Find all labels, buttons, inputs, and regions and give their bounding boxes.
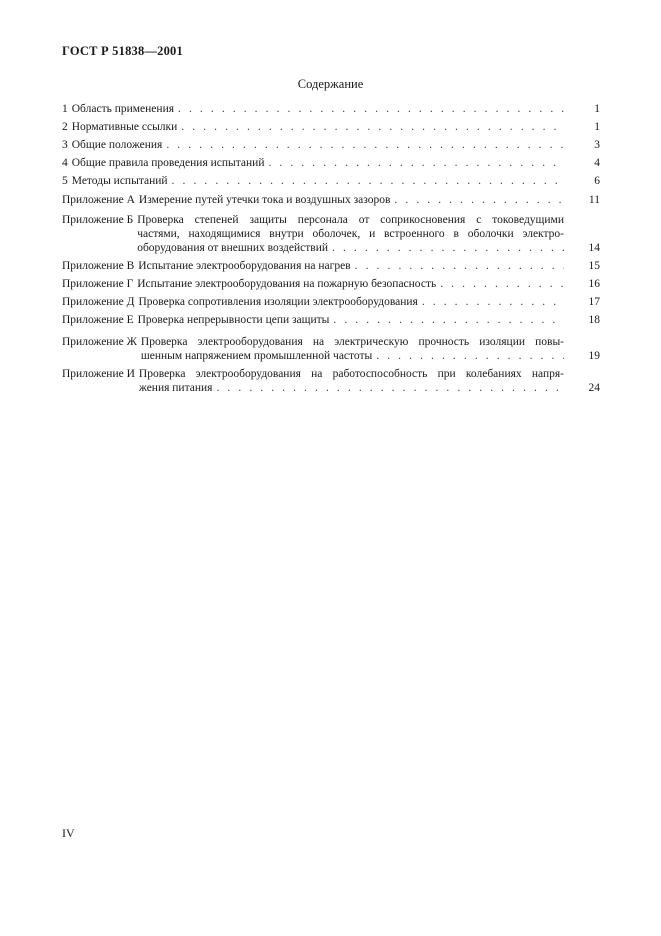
toc-entry-appendix-i[interactable]	[62, 367, 600, 395]
toc-entry-title-line: шенным напряжением промышленной частоты	[140, 350, 373, 362]
dot-leader	[418, 295, 564, 309]
toc-entry-appendix-a[interactable]	[62, 193, 600, 207]
dot-leader	[351, 259, 564, 273]
toc-entry-title: Общие правила проведения испытаний	[71, 157, 265, 169]
toc-entry-label: Приложение Д	[62, 296, 135, 308]
dot-leader	[177, 120, 564, 134]
toc-entry-label: Приложение Б	[62, 214, 134, 226]
toc-entry-appendix-v[interactable]	[62, 259, 600, 273]
toc-page-number: 18	[588, 314, 600, 326]
toc-entry-title-line: частями, находящимися внутри оболочек, и встроенного в оболочки электро-	[137, 228, 564, 240]
dot-leader	[372, 349, 564, 363]
toc-entry-label: Приложение В	[62, 260, 135, 272]
toc-entry-label: Приложение А	[62, 194, 135, 206]
toc-page-number: 11	[588, 194, 600, 206]
toc-page-number: 6	[594, 175, 600, 187]
toc-page-number: 4	[594, 157, 600, 169]
toc-page-number: 24	[588, 382, 600, 394]
toc-entry-label: Приложение Ж	[62, 336, 137, 348]
toc-entry-label: 3	[62, 139, 68, 151]
dot-leader	[264, 156, 564, 170]
toc-entry-title: Нормативные ссылки	[71, 121, 178, 133]
toc-entry-title: Методы испытаний	[71, 175, 168, 187]
toc-entry-appendix-b[interactable]	[62, 213, 600, 255]
toc-entry-title: Общие положения	[71, 139, 163, 151]
toc-title: Содержание	[297, 77, 364, 91]
dot-leader	[174, 102, 564, 116]
toc-page-number: 1	[594, 103, 600, 115]
page-folio: IV	[62, 826, 75, 840]
toc-entry-appendix-zh[interactable]	[62, 335, 600, 363]
dot-leader	[329, 313, 564, 327]
dot-leader	[390, 193, 564, 207]
toc-entry-label: 1	[62, 103, 68, 115]
dot-leader	[436, 277, 564, 291]
dot-leader	[212, 381, 564, 395]
toc-page-number: 19	[588, 350, 600, 362]
table-of-contents	[62, 102, 600, 395]
toc-entry-title: Испытание электрооборудования на пожарную безопасность	[137, 278, 437, 290]
standard-code: ГОСТ Р 51838—2001	[62, 44, 183, 58]
toc-page-number: 15	[588, 260, 600, 272]
toc-entry-label: 4	[62, 157, 68, 169]
toc-entry-label: Приложение И	[62, 368, 135, 380]
toc-entry-title-line: оборудования от внешних воздействий	[137, 242, 329, 254]
toc-entry-label: 2	[62, 121, 68, 133]
toc-entry-5[interactable]	[62, 174, 600, 188]
dot-leader	[162, 138, 564, 152]
toc-entry-title-line: Проверка степеней защиты персонала от соприкосновения с токоведущими	[137, 214, 564, 226]
toc-entry-title: Проверка непрерывности цепи защиты	[137, 314, 330, 326]
toc-entry-label: Приложение Е	[62, 314, 134, 326]
toc-entry-appendix-g[interactable]	[62, 277, 600, 291]
toc-page-number: 17	[588, 296, 600, 308]
toc-entry-4[interactable]	[62, 156, 600, 170]
toc-page-number: 14	[588, 242, 600, 254]
toc-entry-title-line: жения питания	[138, 382, 213, 394]
toc-entry-2[interactable]	[62, 120, 600, 134]
toc-entry-label: 5	[62, 175, 68, 187]
dot-leader	[328, 241, 564, 255]
toc-entry-title: Область применения	[71, 103, 175, 115]
toc-entry-appendix-e[interactable]	[62, 313, 600, 327]
toc-page-number: 1	[594, 121, 600, 133]
toc-entry-title: Проверка сопротивления изоляции электрооборудования	[138, 296, 418, 308]
toc-entry-title: Испытание электрооборудования на нагрев	[138, 260, 351, 272]
toc-entry-title: Измерение путей утечки тока и воздушных зазоров	[138, 194, 391, 206]
toc-page-number: 16	[588, 278, 600, 290]
toc-entry-1[interactable]	[62, 102, 600, 116]
toc-entry-title-line: Проверка электрооборудования на электрическую прочность изоляции повы-	[140, 336, 564, 348]
toc-page-number: 3	[594, 139, 600, 151]
toc-entry-label: Приложение Г	[62, 278, 134, 290]
toc-entry-3[interactable]	[62, 138, 600, 152]
toc-entry-appendix-d[interactable]	[62, 295, 600, 309]
dot-leader	[168, 174, 564, 188]
toc-entry-title-line: Проверка электрооборудования на работоспособность при колебаниях напря-	[138, 368, 564, 380]
